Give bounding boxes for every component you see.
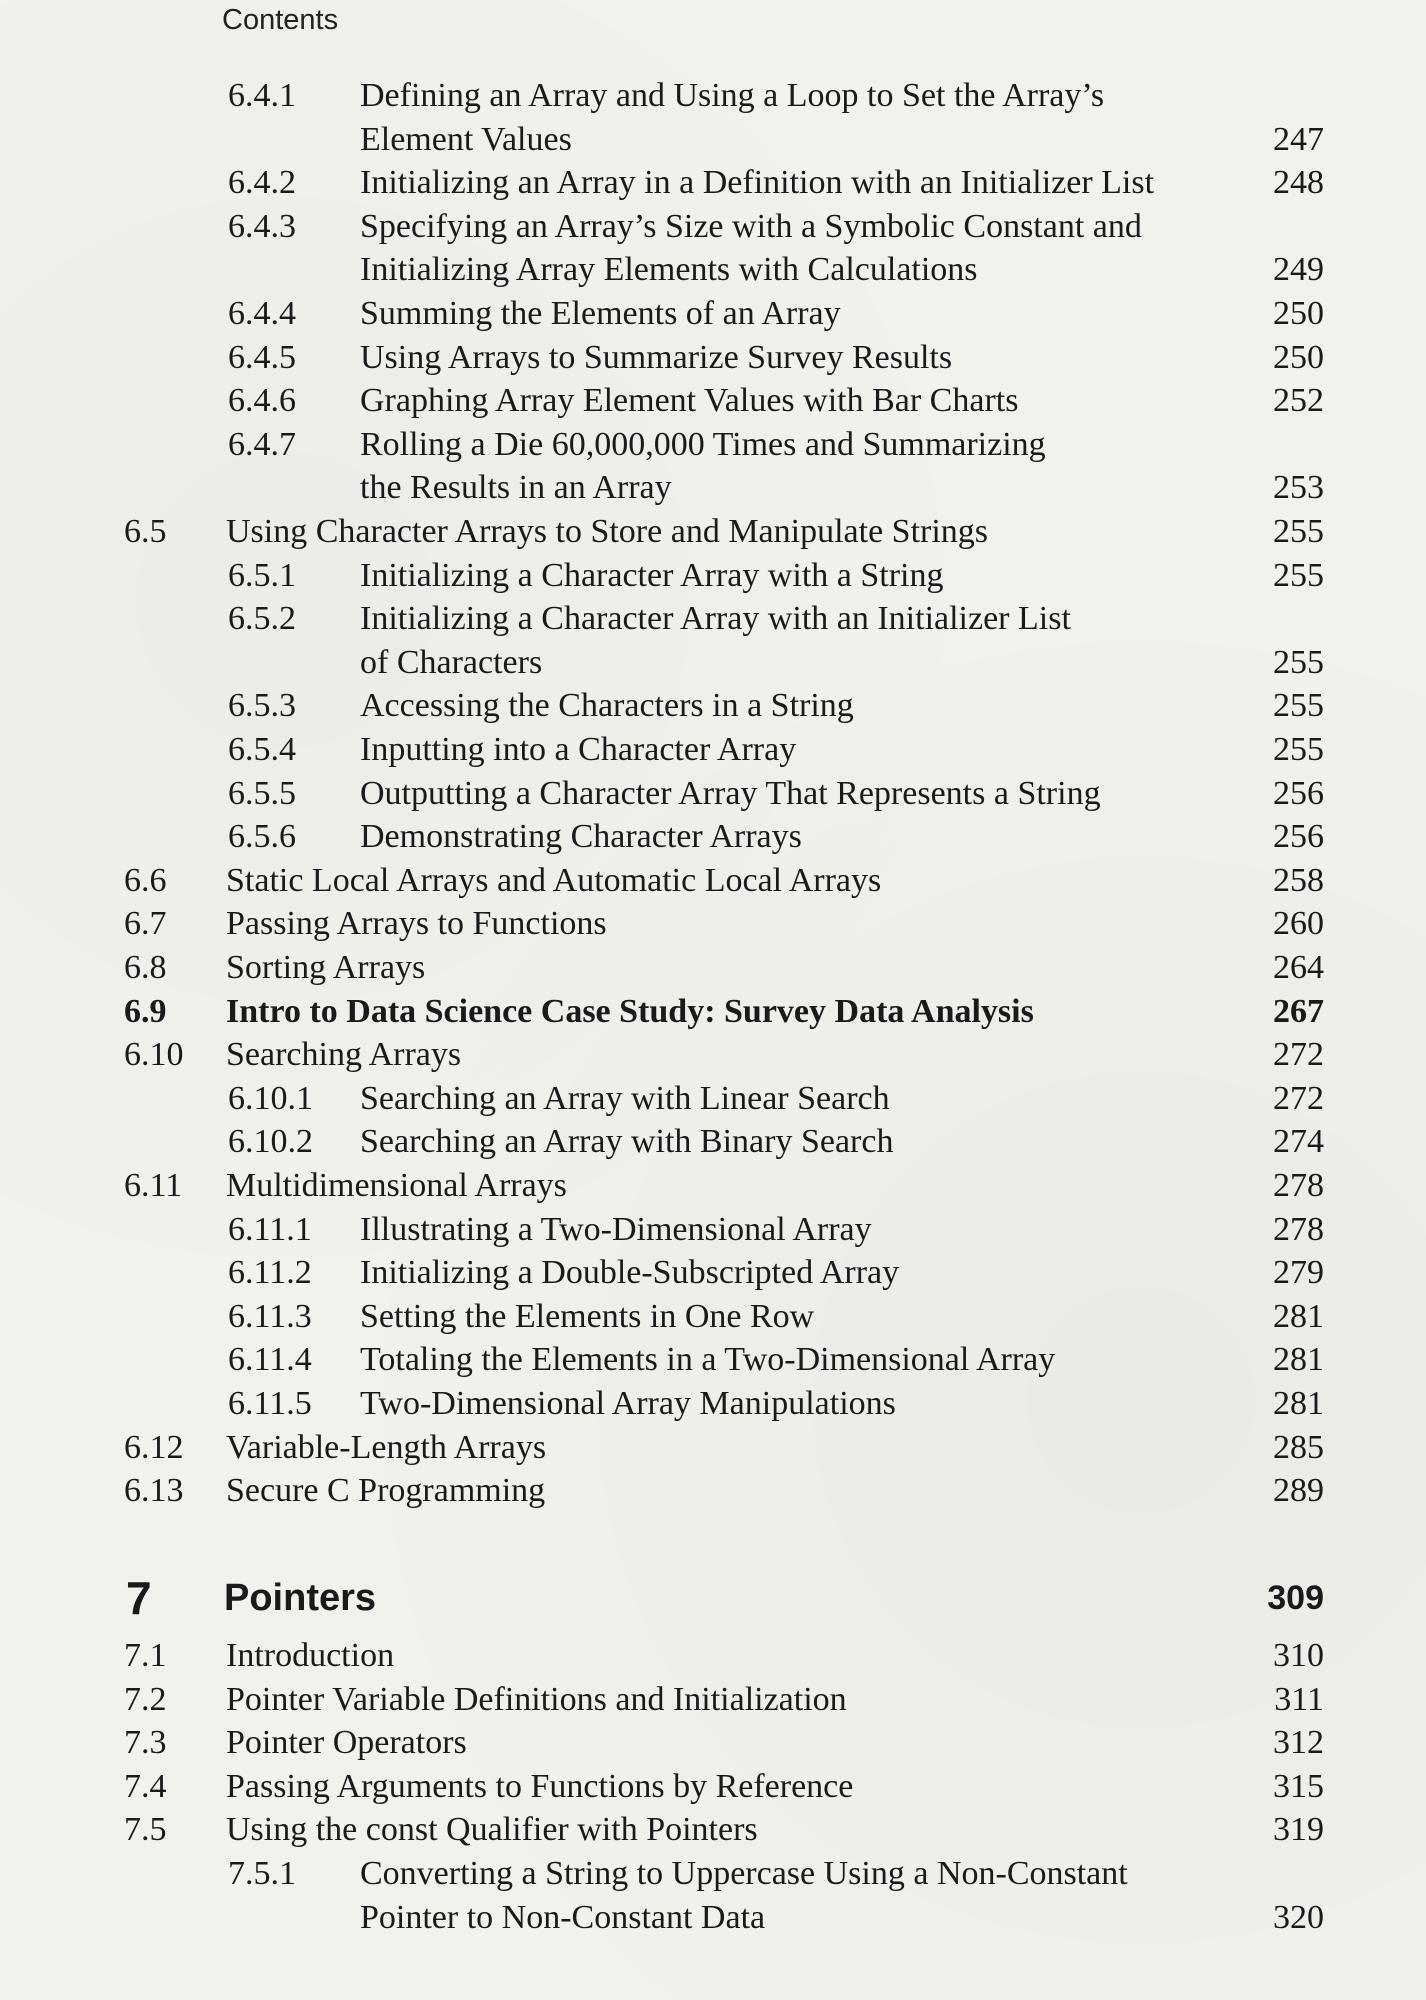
toc-entry-number: 6.6 [124, 861, 167, 899]
toc-entry-number: 6.5.2 [228, 600, 296, 638]
toc-entry [0, 1382, 1426, 1426]
toc-entry-number: 6.5.4 [228, 731, 296, 768]
toc-entry-title: Using Arrays to Summarize Survey Results [360, 338, 953, 376]
toc-entry-number: 6.11.5 [228, 1385, 312, 1422]
toc-entry-title: Searching an Array with Linear Search [360, 1079, 890, 1117]
toc-entry-title: Pointer Operators [226, 1724, 467, 1762]
toc-entry-title: Outputting a Character Array That Represents a String [360, 774, 1101, 812]
toc-entry [0, 423, 1426, 467]
toc-entry [0, 510, 1426, 554]
toc-entry [0, 1426, 1426, 1470]
toc-entry-number: 6.7 [124, 905, 167, 943]
toc-entry-page: 256 [1273, 774, 1324, 812]
toc-entry-page: 320 [1273, 1898, 1324, 1936]
toc-entry-page: 278 [1273, 1167, 1324, 1204]
toc-entry-number: 7.4 [124, 1767, 167, 1805]
toc-entry-number: 6.5.6 [228, 818, 296, 856]
toc-entry [0, 1208, 1426, 1252]
toc-entry-page: 264 [1273, 949, 1324, 986]
toc-entry [0, 1033, 1426, 1077]
toc-entry-page: 250 [1273, 295, 1324, 332]
toc-entry-number: 6.5.1 [228, 556, 296, 594]
toc-entry-title: Initializing Array Elements with Calculations [360, 251, 978, 289]
toc-entry-title: Totaling the Elements in a Two-Dimensional Array [360, 1341, 1056, 1379]
toc-entry [0, 1896, 1426, 1940]
toc-entry [0, 1164, 1426, 1208]
chapter-title: Pointers [224, 1577, 377, 1619]
toc-entry [0, 554, 1426, 598]
toc-entry-page: 247 [1273, 120, 1324, 158]
toc-entry-number: 6.4.7 [228, 425, 296, 463]
toc-entry-page: 250 [1273, 338, 1324, 376]
toc-entry-page: 285 [1273, 1428, 1324, 1466]
toc-entry-number: 6.4.2 [228, 164, 296, 202]
toc-entry-title: Illustrating a Two-Dimensional Array [360, 1210, 872, 1248]
toc-entry [0, 728, 1426, 772]
toc-entry-number: 7.5 [124, 1811, 167, 1849]
toc-entry-number: 6.10.2 [228, 1123, 313, 1161]
toc-entry-page: 256 [1273, 818, 1324, 856]
toc-entry-title: Passing Arrays to Functions [226, 905, 607, 943]
toc-entry-number: 6.5.3 [228, 687, 296, 725]
toc-entry [0, 379, 1426, 423]
toc-entry-title: the Results in an Array [360, 469, 672, 507]
toc-entry-number: 6.4.4 [228, 295, 296, 332]
toc-entry-number: 6.11.3 [228, 1297, 312, 1335]
toc-entry-page: 260 [1273, 905, 1324, 943]
toc-entry-title: Variable-Length Arrays [226, 1428, 547, 1466]
toc-entry-page: 255 [1273, 556, 1324, 594]
toc-entry-page: 249 [1273, 251, 1324, 289]
toc-entry-page: 267 [1273, 992, 1324, 1030]
toc-entry-page: 272 [1273, 1036, 1324, 1074]
toc-entry-title: Multidimensional Arrays [226, 1167, 567, 1204]
toc-entry [0, 597, 1426, 641]
toc-entry-title: Graphing Array Element Values with Bar Charts [360, 382, 1019, 420]
toc-entry-page: 289 [1273, 1472, 1324, 1510]
toc-entry-number: 7.3 [124, 1724, 167, 1762]
toc-entry [0, 74, 1426, 118]
toc-entry-number: 6.11.4 [228, 1341, 312, 1379]
toc-entry-page: 310 [1273, 1637, 1324, 1674]
toc-entry-page: 279 [1273, 1254, 1324, 1292]
toc-entry [0, 248, 1426, 292]
toc-entry-page: 281 [1273, 1341, 1324, 1379]
toc-entry [0, 815, 1426, 859]
toc-entry-title: Pointer Variable Definitions and Initialization [226, 1680, 847, 1718]
toc-entry-title: Converting a String to Uppercase Using a Non-Constant [360, 1855, 1128, 1892]
toc-entry-title: Two-Dimensional Array Manipulations [360, 1385, 896, 1422]
toc-entry-title: Pointer to Non-Constant Data [360, 1898, 766, 1936]
toc-entry-number: 6.9 [124, 992, 167, 1030]
toc-entry-title: Setting the Elements in One Row [360, 1297, 815, 1335]
toc-entry-title: Using the const Qualifier with Pointers [226, 1811, 758, 1849]
toc-entry [0, 990, 1426, 1034]
toc-entry-number: 6.10.1 [228, 1079, 313, 1117]
toc-entry-page: 248 [1273, 164, 1324, 202]
toc-entry [0, 161, 1426, 205]
toc-entry-number: 6.5 [124, 513, 167, 550]
toc-entry [0, 1251, 1426, 1295]
toc-entry [0, 292, 1426, 336]
toc-entry-title: Defining an Array and Using a Loop to Set the Array’s [360, 77, 1105, 114]
toc-entry [0, 641, 1426, 685]
toc-entry-number: 7.2 [124, 1680, 167, 1718]
toc-entry-number: 6.11.1 [228, 1210, 312, 1248]
toc-entry [0, 859, 1426, 903]
toc-entry-page: 258 [1273, 861, 1324, 899]
toc-entry-title: Summing the Elements of an Array [360, 295, 841, 332]
toc-entry-title: Searching an Array with Binary Search [360, 1123, 894, 1161]
toc-entry [0, 1120, 1426, 1164]
toc-entry [0, 1469, 1426, 1513]
toc-entry-number: 6.11.2 [228, 1254, 312, 1292]
toc-entry [0, 772, 1426, 816]
toc-entry-page: 252 [1273, 382, 1324, 420]
chapter-heading [0, 1568, 1426, 1628]
toc-entry-number: 6.4.5 [228, 338, 296, 376]
running-head: Contents [222, 4, 339, 36]
toc-entry-number: 7.5.1 [228, 1855, 296, 1892]
toc-entry-title: of Characters [360, 643, 543, 681]
toc-entry [0, 1678, 1426, 1722]
toc-entry-title: Using Character Arrays to Store and Manipulate Strings [226, 513, 989, 550]
toc-entry-number: 6.12 [124, 1428, 184, 1466]
chapter-page: 309 [1267, 1579, 1324, 1617]
chapter-number: 7 [126, 1572, 152, 1624]
toc-entry-number: 7.1 [124, 1637, 167, 1674]
toc-entry [0, 1721, 1426, 1765]
toc-entry-title: Rolling a Die 60,000,000 Times and Summarizing [360, 425, 1046, 463]
toc-entry [0, 1852, 1426, 1896]
toc-entry-page: 278 [1273, 1210, 1324, 1248]
toc-entry-page: 315 [1273, 1767, 1324, 1805]
toc-entry-title: Initializing a Character Array with an Initializer List [360, 600, 1071, 638]
toc-entry-number: 6.4.6 [228, 382, 296, 420]
toc-entry-number: 6.4.1 [228, 77, 296, 114]
toc-entry [0, 902, 1426, 946]
toc-entry-page: 281 [1273, 1297, 1324, 1335]
toc-entry-title: Static Local Arrays and Automatic Local Arrays [226, 861, 882, 899]
toc-entry-number: 6.11 [124, 1167, 183, 1204]
toc-entry [0, 118, 1426, 162]
toc-entry-title: Specifying an Array’s Size with a Symbolic Constant and [360, 207, 1142, 245]
toc-entry-page: 255 [1273, 643, 1324, 681]
toc-entry [0, 946, 1426, 990]
toc-entry-page: 281 [1273, 1385, 1324, 1422]
toc-entry-page: 272 [1273, 1079, 1324, 1117]
toc-entry-page: 253 [1273, 469, 1324, 507]
toc-entry-title: Searching Arrays [226, 1036, 462, 1074]
toc-entry [0, 1765, 1426, 1809]
toc-entry-title: Introduction [226, 1637, 395, 1674]
toc-entry [0, 684, 1426, 728]
toc-entry [0, 205, 1426, 249]
toc-entry [0, 466, 1426, 510]
toc-entry-page: 319 [1273, 1811, 1324, 1849]
toc-entry-title: Sorting Arrays [226, 949, 426, 986]
toc-entry-title: Accessing the Characters in a String [360, 687, 854, 725]
toc-entry-title: Inputting into a Character Array [360, 731, 797, 768]
toc-entry [0, 1295, 1426, 1339]
toc-entry-title: Secure C Programming [226, 1472, 546, 1510]
toc-entry-title: Demonstrating Character Arrays [360, 818, 802, 856]
toc-entry-page: 312 [1273, 1724, 1324, 1762]
toc-entry [0, 1634, 1426, 1678]
toc-entry [0, 1808, 1426, 1852]
toc-entry [0, 336, 1426, 380]
toc-entry-page: 311 [1274, 1680, 1324, 1718]
toc-entry-number: 6.5.5 [228, 774, 296, 812]
toc-entry-title: Intro to Data Science Case Study: Survey Data Analysis [226, 992, 1034, 1030]
toc-entry-page: 255 [1273, 731, 1324, 768]
toc-entry [0, 1338, 1426, 1382]
toc-entry-number: 6.8 [124, 949, 167, 986]
toc-entry-title: Initializing a Character Array with a String [360, 556, 944, 594]
toc-entry-title: Element Values [360, 120, 572, 158]
toc-entry-title: Initializing an Array in a Definition with an Initializer List [360, 164, 1155, 202]
toc-entry [0, 1077, 1426, 1121]
toc-entry-number: 6.10 [124, 1036, 184, 1074]
toc-entry-number: 6.4.3 [228, 207, 296, 245]
toc-entry-page: 255 [1273, 513, 1324, 550]
toc-entry-number: 6.13 [124, 1472, 184, 1510]
toc-entry-page: 255 [1273, 687, 1324, 725]
toc-entry-page: 274 [1273, 1123, 1324, 1161]
toc-entry-title: Initializing a Double-Subscripted Array [360, 1254, 900, 1292]
toc-entry-title: Passing Arguments to Functions by Reference [226, 1767, 854, 1805]
